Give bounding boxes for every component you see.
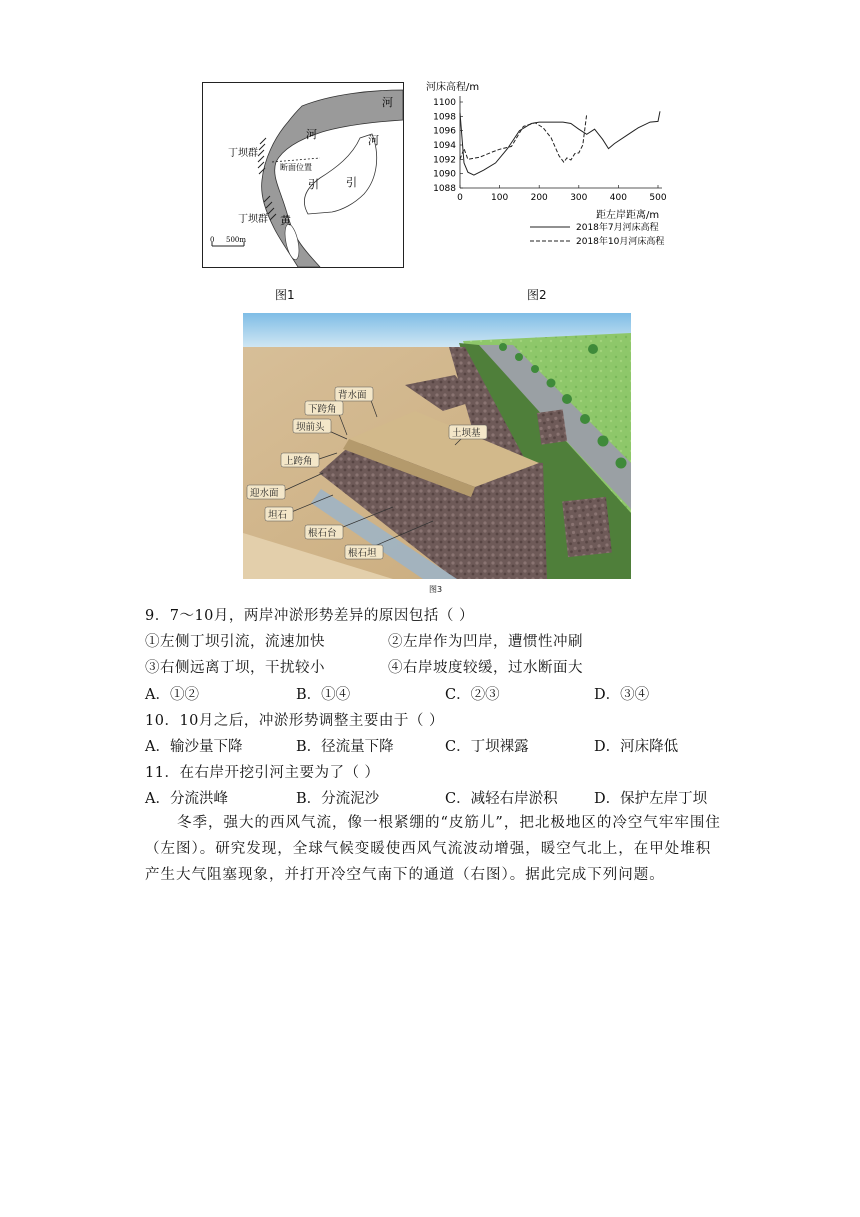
question-10-option-b[interactable]: B．径流量下降 xyxy=(296,739,394,755)
question-9-option-d[interactable]: D．③④ xyxy=(594,687,650,703)
question-9-item-1: ①左侧丁坝引流，流速加快 xyxy=(145,634,325,650)
label-foundation-riprap: 根石坦 xyxy=(348,548,377,559)
label-yin-1: 引 xyxy=(308,178,319,191)
y-tick-label: 1096 xyxy=(433,126,456,137)
question-10-option-c[interactable]: C．丁坝裸露 xyxy=(445,739,529,755)
y-tick-label: 1088 xyxy=(433,184,456,194)
label-he-1: 河 xyxy=(382,96,393,109)
question-11-option-d[interactable]: D．保护左岸丁坝 xyxy=(594,791,708,807)
svg-text:0: 0 xyxy=(210,236,215,244)
x-tick-label: 400 xyxy=(609,193,627,203)
x-axis-title: 距左岸距离/m xyxy=(596,210,660,221)
x-tick-label: 200 xyxy=(530,193,548,203)
label-foundation-platform: 根石台 xyxy=(308,528,337,539)
label-lower-corner: 下跨角 xyxy=(308,404,337,415)
legend-label-1: 2018年7月河床高程 xyxy=(576,223,659,233)
label-upper-corner: 上跨角 xyxy=(284,456,313,467)
question-9-item-4: ④右岸坡度较缓，过水断面大 xyxy=(388,660,583,676)
question-9-item-3: ③右侧远离丁坝，干扰较小 xyxy=(145,660,325,676)
question-9-option-a[interactable]: A．①② xyxy=(145,687,199,703)
figure-2-caption: 图2 xyxy=(527,288,547,302)
question-10-option-a[interactable]: A．输沙量下降 xyxy=(145,739,243,755)
question-11-option-b[interactable]: B．分流泥沙 xyxy=(296,791,380,807)
figure-1-map xyxy=(202,82,404,268)
series-line-1 xyxy=(460,111,660,175)
question-9-item-2: ②左岸作为凹岸，遭惯性冲刷 xyxy=(388,634,583,650)
x-tick-label: 500 xyxy=(649,193,667,203)
riverbed-elevation-chart xyxy=(420,78,680,273)
label-huang: 黄 xyxy=(280,214,291,227)
question-10-option-d[interactable]: D．河床降低 xyxy=(594,739,679,755)
label-dam-head: 坝前头 xyxy=(296,422,325,433)
x-tick-label: 100 xyxy=(491,193,509,203)
figure-3-caption: 图3 xyxy=(429,585,443,594)
svg-text:500m: 500m xyxy=(226,236,246,244)
y-tick-label: 1098 xyxy=(433,112,456,123)
y-tick-label: 1090 xyxy=(433,169,456,180)
y-tick-label: 1100 xyxy=(433,98,456,108)
question-9-option-c[interactable]: C．②③ xyxy=(445,687,500,703)
question-9-option-b[interactable]: B．①④ xyxy=(296,687,351,703)
legend-label-2: 2018年10月河床高程 xyxy=(576,237,665,247)
river-map xyxy=(202,82,404,268)
label-he-3: 河 xyxy=(368,134,379,147)
question-10-stem: 10．10月之后，冲淤形势调整主要由于（ ） xyxy=(145,713,445,729)
figure-1-caption: 图1 xyxy=(275,288,295,302)
label-groin-group-2: 丁坝群 xyxy=(238,214,268,225)
label-riprap: 坦石 xyxy=(268,510,288,521)
figure-2-chart xyxy=(420,78,680,273)
x-tick-label: 300 xyxy=(570,193,588,203)
question-9-stem: 9．7～10月，两岸冲淤形势差异的原因包括（ ） xyxy=(145,608,475,624)
label-earth-base: 土坝基 xyxy=(452,428,481,439)
series-line-2 xyxy=(460,114,587,162)
label-he-2: 河 xyxy=(306,128,317,141)
figure-3-illustration xyxy=(243,313,631,579)
label-groin-group-1: 丁坝群 xyxy=(228,148,258,159)
x-tick-label: 0 xyxy=(457,193,463,203)
label-yin-2: 引 xyxy=(346,176,357,189)
label-back-face: 背水面 xyxy=(338,390,367,401)
reading-passage: 冬季，强大的西风气流，像一根紧绷的“皮筋儿”，把北极地区的冷空气牢牢围住（左图）。研究发现，全球气候变暖使西风气流波动增强，暖空气北上，在甲处堆积产生大气阻塞现象，并打开冷空气南下的通道（右图）。据此完成下列问题。 xyxy=(145,815,721,883)
y-tick-label: 1092 xyxy=(433,155,456,166)
question-11-stem: 11．在右岸开挖引河主要为了（ ） xyxy=(145,765,380,781)
label-front-face: 迎水面 xyxy=(250,488,279,499)
y-tick-label: 1094 xyxy=(433,141,456,151)
question-11-option-c[interactable]: C．减轻右岸淤积 xyxy=(445,791,558,807)
groin-structure-illustration xyxy=(243,313,631,579)
question-11-option-a[interactable]: A．分流洪峰 xyxy=(145,791,228,807)
y-axis-title: 河床高程/m xyxy=(426,82,480,93)
label-section: 断面位置 xyxy=(280,163,312,172)
